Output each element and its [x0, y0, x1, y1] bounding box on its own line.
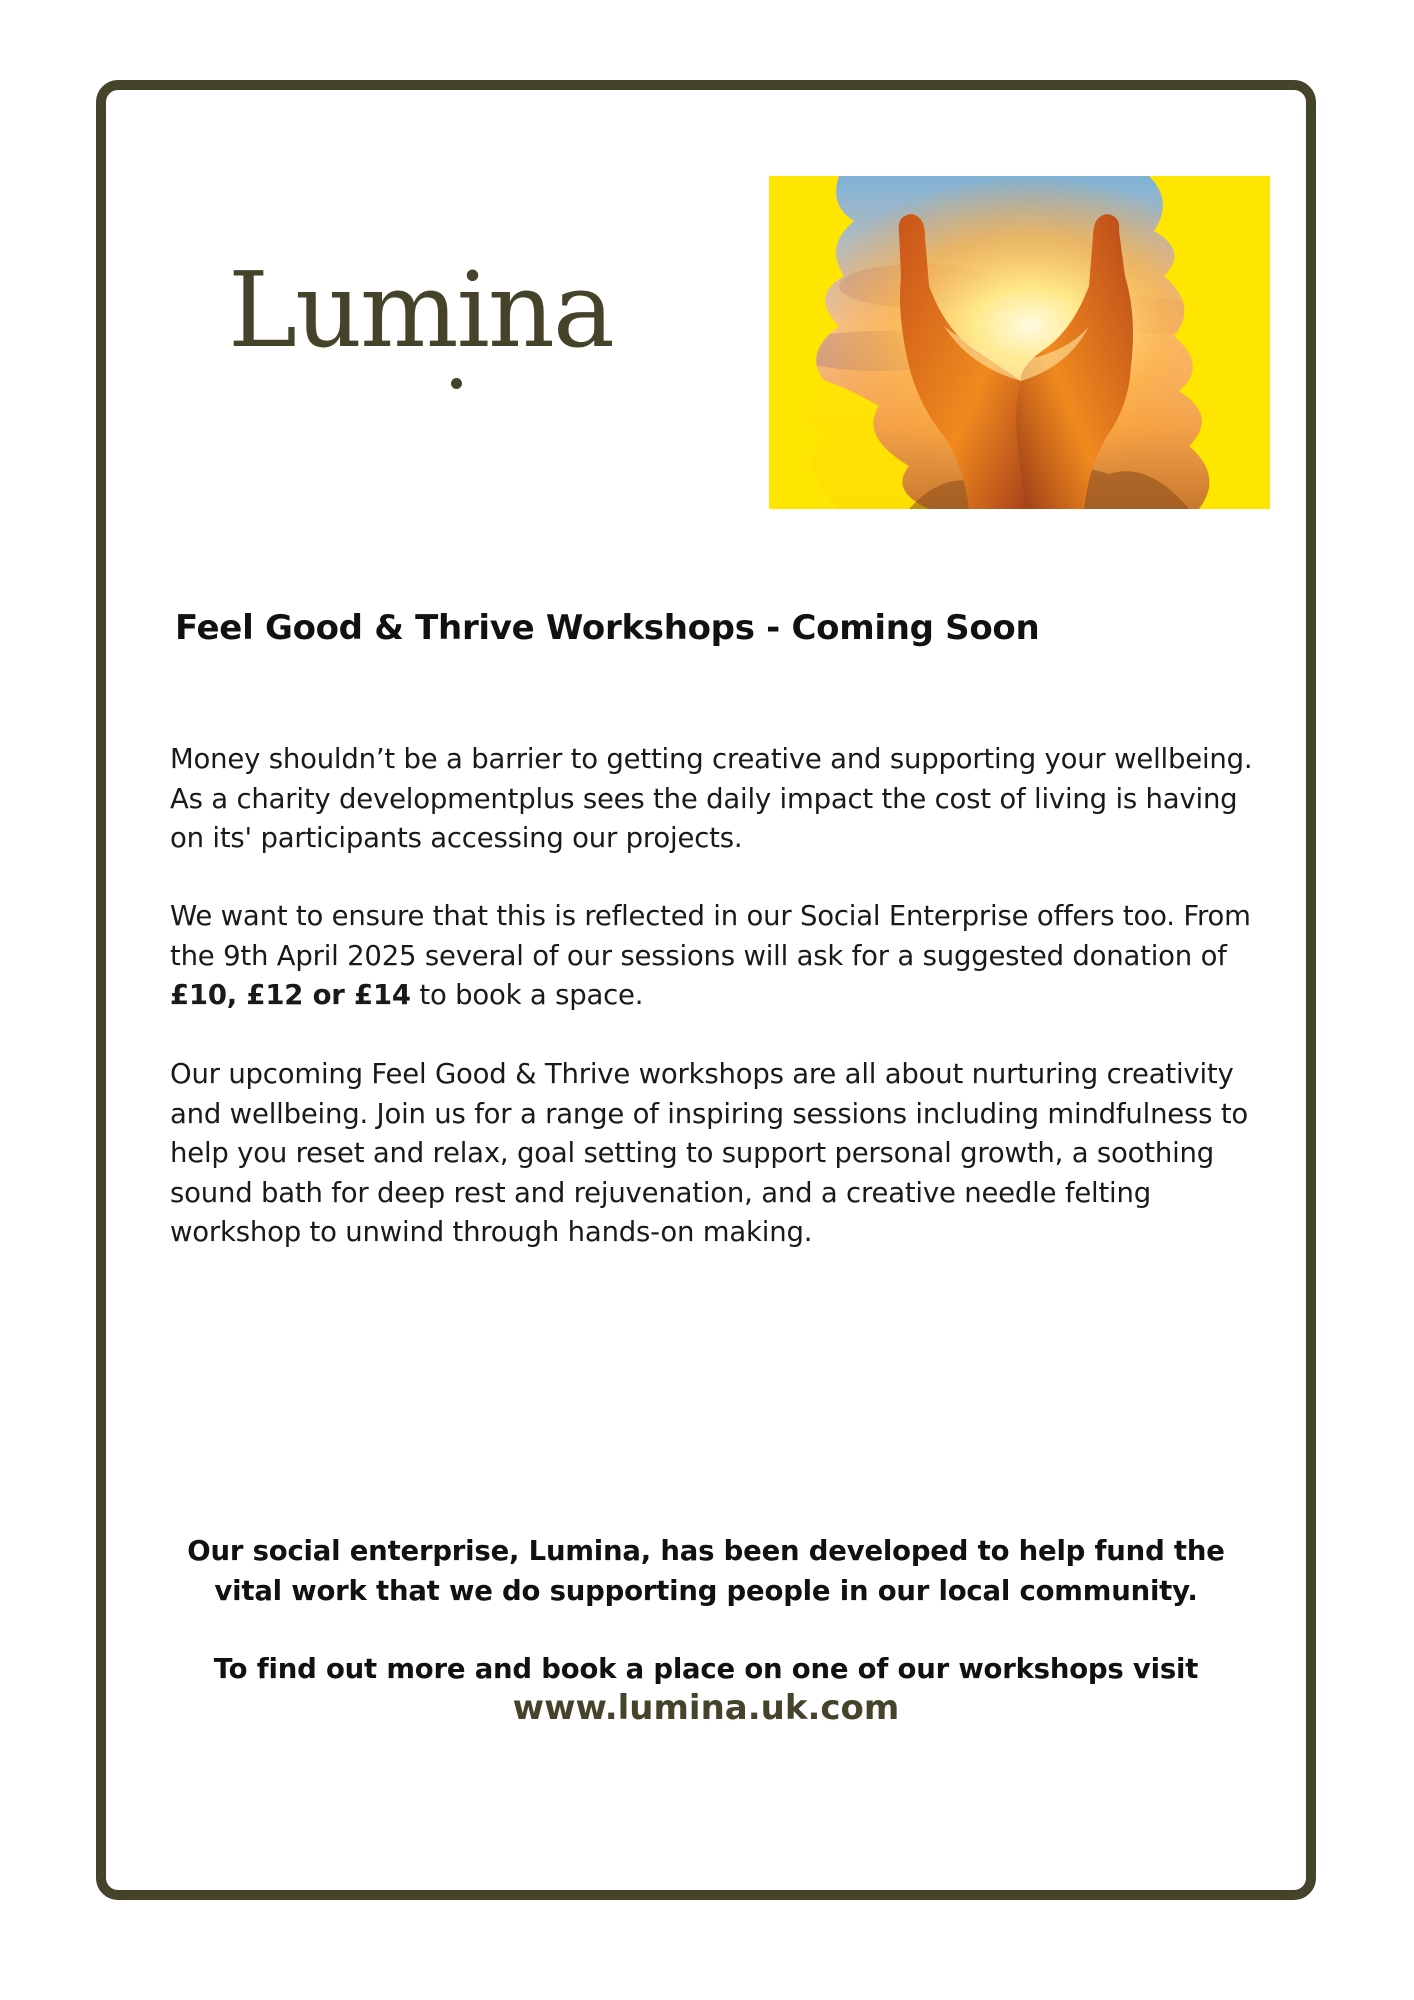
cupped-hands-sunset-image [769, 176, 1270, 509]
mission-statement [96, 1532, 1316, 1611]
paragraph-line: on its' participants accessing our projects. [170, 822, 743, 854]
cta-text: To find out more and book a place on one of our workshops visit [213, 1653, 1199, 1685]
paragraph-line: As a charity developmentplus sees the daily impact the cost of living is having [170, 782, 1238, 815]
paragraph-line [170, 976, 1260, 1016]
paragraph-line: and wellbeing. Join us for a range of inspiring sessions including mindfulness to [170, 1097, 1249, 1130]
paragraph-line: workshop to unwind through hands-on making. [170, 1216, 813, 1248]
donation-paragraph [170, 897, 1260, 1016]
paragraph-line: Money shouldn’t be a barrier to getting creative and supporting your wellbeing. [170, 743, 1253, 775]
page-heading: Feel Good & Thrive Workshops - Coming Soon [175, 608, 1040, 648]
logo-dot [451, 378, 462, 389]
mission-line: Our social enterprise, Lumina, has been developed to help fund the [187, 1535, 1225, 1567]
website-link[interactable]: www.lumina.uk.com [512, 1688, 900, 1728]
paragraph-line: We want to ensure that this is reflected in our Social Enterprise offers too. From [170, 900, 1251, 932]
lumina-logo: Lumina [228, 249, 613, 371]
paragraph-line: the 9th April 2025 several of our sessions will ask for a suggested donation of [170, 939, 1227, 972]
paragraph-line: help you reset and relax, goal setting to support personal growth, a soothing [170, 1137, 1215, 1169]
paragraph-line: sound bath for deep rest and rejuvenation, and a creative needle felting [170, 1176, 1151, 1209]
paragraph-line: Our upcoming Feel Good & Thrive workshops are all about nurturing creativity [170, 1058, 1234, 1090]
donation-tail: to book a space. [410, 979, 644, 1011]
mission-line: vital work that we do supporting people in our local community. [214, 1574, 1198, 1607]
intro-paragraph [170, 740, 1260, 859]
donation-prices: £10, £12 or £14 [170, 979, 411, 1011]
booking-cta [96, 1650, 1316, 1690]
workshops-paragraph [170, 1055, 1260, 1253]
